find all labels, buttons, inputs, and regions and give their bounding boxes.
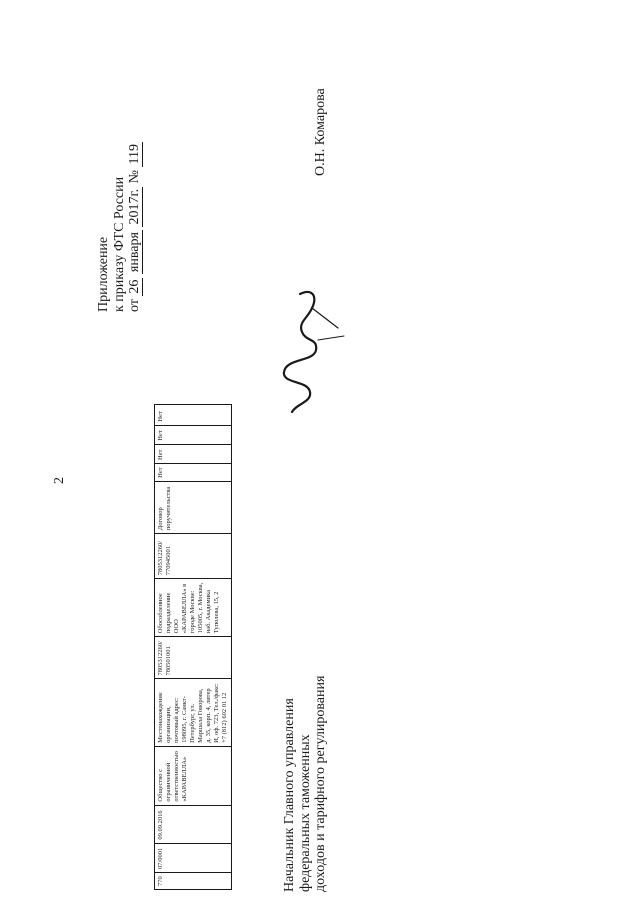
table-cell-date: 09.09.2016 bbox=[155, 805, 232, 843]
table-cell-flag: Нет bbox=[155, 463, 232, 481]
table-cell-inn-kpp: 7805312260/ 780501001 bbox=[155, 637, 232, 679]
table-cell-flag: Нет bbox=[155, 425, 232, 444]
table-cell-flag: Нет bbox=[155, 405, 232, 426]
handwritten-signature bbox=[278, 288, 350, 418]
signatory-title-line: Начальник Главного управления bbox=[282, 698, 297, 892]
signatory-title-line: федеральных таможенных bbox=[297, 734, 313, 892]
signatory-name: О.Н. Комарова bbox=[313, 88, 328, 176]
date-prefix: от bbox=[127, 299, 142, 312]
table-cell-branch-inn-kpp: 7805312260/ 770945001 bbox=[155, 534, 232, 579]
page-number: 2 bbox=[52, 477, 67, 484]
table-cell-code: 770 bbox=[155, 873, 232, 890]
appendix-date-line bbox=[127, 142, 143, 312]
table-cell-guarantee: Договор поручительства bbox=[155, 481, 232, 533]
table-cell-branch: Обособленное подразделение ООО «КАРАВЕЛЛА» в городе Москве: 105005, г. Москва, наб. Академика Туполева, 15, 2 bbox=[155, 579, 232, 637]
table-cell-flag: Нет bbox=[155, 444, 232, 463]
registry-table bbox=[154, 404, 232, 890]
appendix-header bbox=[96, 142, 143, 312]
signatory-title-line: доходов и тарифного регулирования bbox=[313, 675, 328, 892]
date-day: 26 bbox=[127, 279, 142, 294]
table-cell-organization: Общество с ограниченной ответственностью «КАРАВЕЛЛА» bbox=[155, 746, 232, 805]
number-prefix: № bbox=[127, 170, 142, 184]
table-cell-reg-number: 07/0001 bbox=[155, 843, 232, 872]
table-row bbox=[155, 405, 232, 890]
date-year: 2017г. bbox=[127, 188, 142, 225]
appendix-order-ref: к приказу ФТС России bbox=[111, 176, 127, 312]
date-month: января bbox=[127, 232, 142, 273]
appendix-title: Приложение bbox=[96, 236, 111, 312]
table-cell-address: Местонахождение организации, почтовый адрес: 198095, г. Санкт-Петербург, ул. Маршала Говорова, д. 35, корп. 4, литер И, оф. 723, Тел./факс: +7 (812) 602 01 12 bbox=[155, 679, 232, 746]
signatory-title bbox=[282, 676, 329, 892]
order-number: 119 bbox=[127, 144, 142, 165]
